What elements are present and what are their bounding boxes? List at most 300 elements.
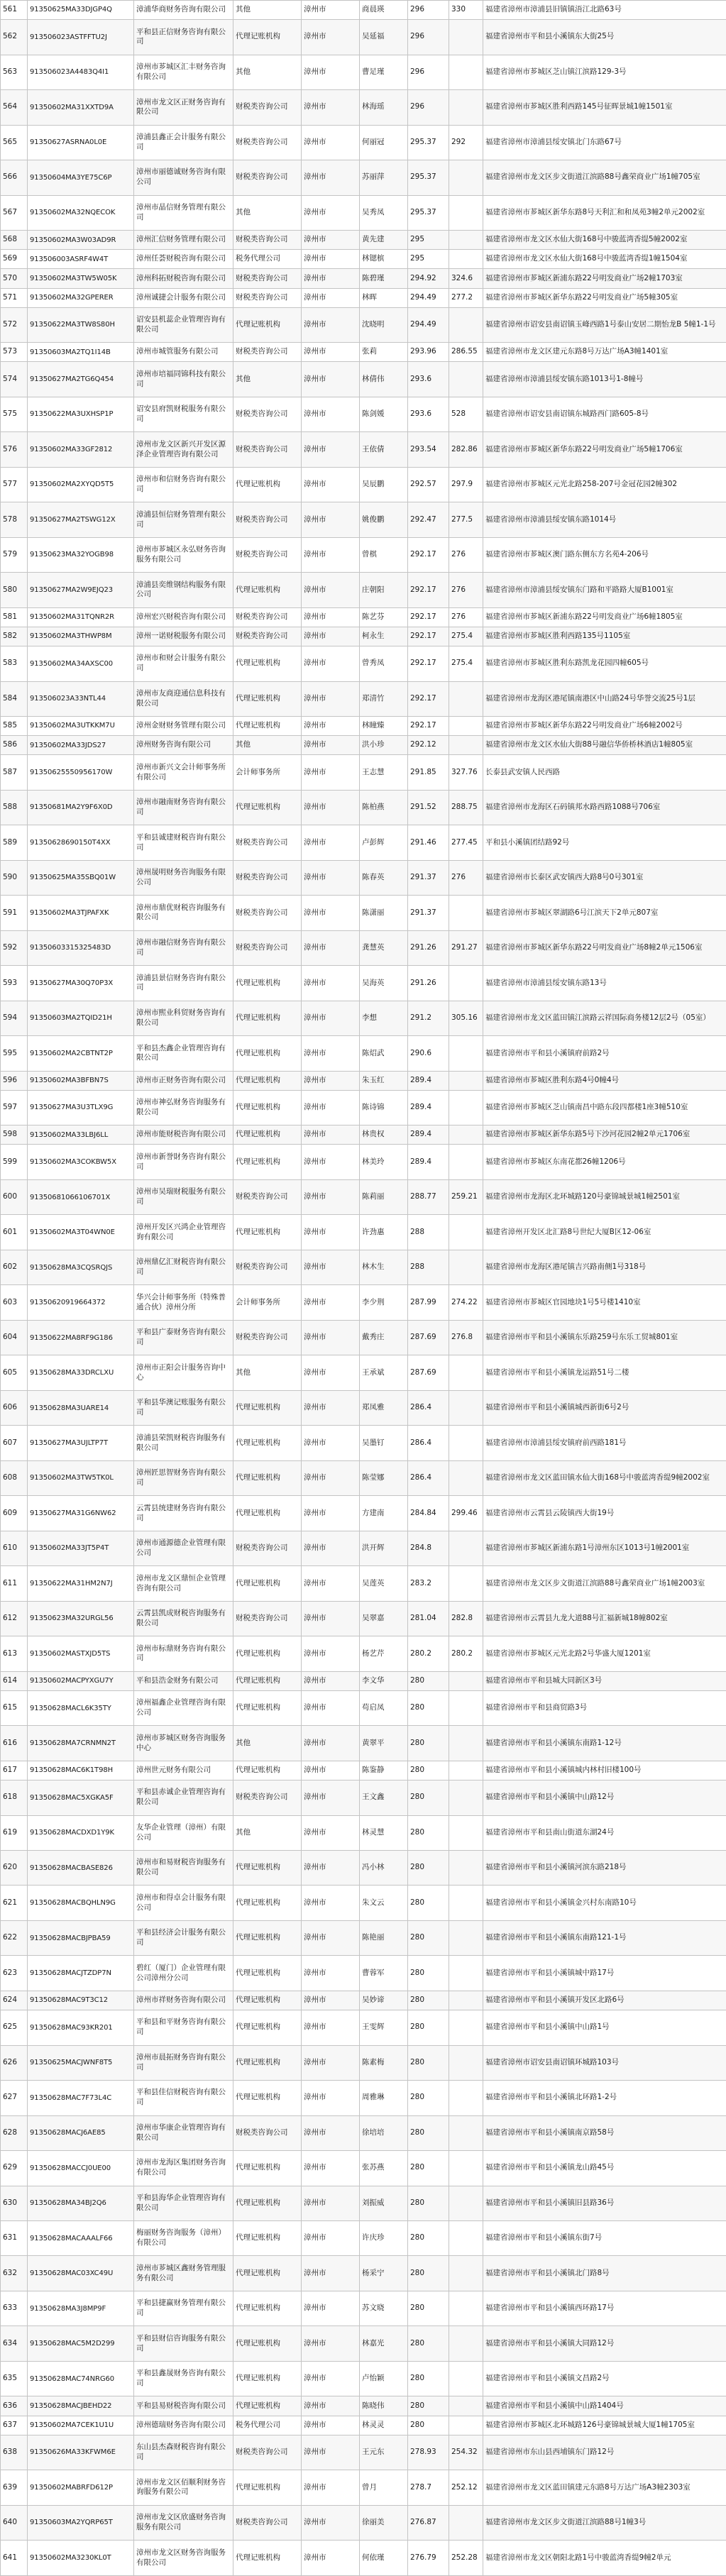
cell-city: 漳州市 — [302, 125, 360, 160]
cell-company-name: 漳州市鼎优财税咨询服务有限公司 — [134, 896, 233, 930]
cell-credit-code: 91350622MA3UXHSP1P — [28, 397, 134, 431]
cell-company-name: 漳州市龙文区佰顺利财务咨询服务有限公司 — [134, 2470, 233, 2505]
cell-legal-person: 曾秀凤 — [360, 646, 408, 681]
cell-score-2 — [449, 2291, 483, 2325]
cell-score-2 — [449, 1355, 483, 1390]
cell-credit-code: 91350602MABRFD612P — [28, 2470, 134, 2505]
cell-score-2: 299.46 — [449, 1496, 483, 1531]
table-row — [1, 55, 726, 89]
cell-score-2 — [449, 681, 483, 716]
cell-legal-person: 林瞳臻 — [360, 717, 408, 736]
cell-score: 280 — [408, 2081, 449, 2115]
cell-credit-code: 91350602MACPYXGU7Y — [28, 1671, 134, 1690]
cell-credit-code: 91350681MA2Y9F6X0D — [28, 790, 134, 825]
cell-score-2: 297.9 — [449, 467, 483, 502]
cell-city: 漳州市 — [302, 1460, 360, 1495]
cell-score-2 — [449, 2361, 483, 2396]
cell-score-2: 280.2 — [449, 1636, 483, 1671]
cell-org-type: 代理记账机构 — [233, 2220, 302, 2255]
cell-score-2 — [449, 1215, 483, 1250]
cell-org-type: 代理记账机构 — [233, 2045, 302, 2080]
cell-legal-person: 陈诗锦 — [360, 1090, 408, 1125]
table-row — [1, 2186, 726, 2220]
cell-org-type: 财税类咨询公司 — [233, 1780, 302, 1815]
cell-credit-code: 91350628MAC6K1T98H — [28, 1761, 134, 1780]
cell-company-name: 漳州市龙文区正财务咨询有限公司 — [134, 90, 233, 125]
cell-address: 福建省漳州市芗城区新浦东路22号明发商业广场6幢1805室 — [483, 607, 726, 627]
cell-score: 288.77 — [408, 1179, 449, 1214]
cell-row-number: 582 — [1, 627, 28, 646]
table-row — [1, 502, 726, 537]
cell-row-number: 578 — [1, 502, 28, 537]
cell-org-type: 代理记账机构 — [233, 1215, 302, 1250]
cell-company-name: 漳州开发区兴鸿企业管理咨询有限公司 — [134, 1215, 233, 1250]
cell-credit-code: 91350627MA2TG6Q454 — [28, 362, 134, 397]
cell-address: 福建省漳州市平和县小溪镇大同路12号 — [483, 2326, 726, 2361]
cell-legal-person: 黄先建 — [360, 231, 408, 250]
cell-legal-person: 苏文晓 — [360, 2291, 408, 2325]
cell-company-name: 漳州市和财会计服务有限公司 — [134, 646, 233, 681]
cell-company-name: 平和县财信咨询服务有限公司 — [134, 2326, 233, 2361]
cell-org-type: 其他 — [233, 1355, 302, 1390]
cell-credit-code: 91350627MA30Q70P3X — [28, 966, 134, 1001]
cell-score: 278.93 — [408, 2435, 449, 2470]
cell-legal-person: 林倩伟 — [360, 362, 408, 397]
cell-company-name: 云霄县凯成财税咨询服务有限公司 — [134, 1601, 233, 1636]
cell-score: 280 — [408, 2291, 449, 2325]
cell-row-number: 618 — [1, 1780, 28, 1815]
cell-row-number: 619 — [1, 1815, 28, 1850]
cell-credit-code: 91350603MA2YQRP65T — [28, 2505, 134, 2540]
cell-score-2: 276 — [449, 607, 483, 627]
cell-credit-code: 91350602MA34AXSC00 — [28, 646, 134, 681]
cell-address: 福建省漳州市平和县小溪镇西环路17号 — [483, 2291, 726, 2325]
cell-legal-person: 陈剑媛 — [360, 397, 408, 431]
cell-legal-person: 姚俊鹏 — [360, 502, 408, 537]
cell-company-name: 平和县华澳记账服务有限公司 — [134, 1390, 233, 1425]
cell-address: 福建省漳州市芗城区胜利西路135号1105室 — [483, 627, 726, 646]
cell-city: 漳州市 — [302, 467, 360, 502]
table-row — [1, 896, 726, 930]
cell-score-2: 276 — [449, 537, 483, 572]
cell-company-name: 平和县广泰财务咨询有限公司 — [134, 1320, 233, 1355]
cell-legal-person: 曹蓉军 — [360, 1956, 408, 1991]
table-row — [1, 1815, 726, 1850]
table-row — [1, 1496, 726, 1531]
cell-score: 287.69 — [408, 1355, 449, 1390]
cell-score: 295 — [408, 250, 449, 269]
cell-credit-code: 91350628MA7CRNMN2T — [28, 1726, 134, 1761]
cell-company-name: 漳州市培福同锦科技有限公司 — [134, 362, 233, 397]
cell-legal-person: 王元东 — [360, 2435, 408, 2470]
cell-row-number: 573 — [1, 343, 28, 362]
table-row — [1, 607, 726, 627]
cell-credit-code: 91350602MA31TQNR2R — [28, 607, 134, 627]
cell-credit-code: 91350627MA3UJLTP7T — [28, 1426, 134, 1460]
cell-city: 漳州市 — [302, 397, 360, 431]
cell-legal-person: 吴莲英 — [360, 1566, 408, 1601]
cell-company-name: 漳浦县恒信财务管理有限公司 — [134, 502, 233, 537]
cell-score: 280 — [408, 2361, 449, 2396]
cell-address: 福建省漳州市漳浦县旧镇镇浯江北路63号 — [483, 1, 726, 20]
cell-org-type: 财税类咨询公司 — [233, 1179, 302, 1214]
cell-row-number: 616 — [1, 1726, 28, 1761]
cell-score: 280 — [408, 2220, 449, 2255]
cell-score: 280 — [408, 1920, 449, 1955]
cell-city: 漳州市 — [302, 55, 360, 89]
cell-address: 福建省漳州市龙文区步文街道江滨路88号鑫荣商业广场1幢705室 — [483, 160, 726, 195]
cell-city: 漳州市 — [302, 573, 360, 607]
cell-company-name: 漳州市能财税咨询有限公司 — [134, 1125, 233, 1145]
cell-legal-person: 陈炤武 — [360, 1036, 408, 1071]
cell-address: 福建省漳州市龙海区北环城路120号豪锦城景城1幢2501室 — [483, 1179, 726, 1214]
cell-address: 福建省漳州市平和县小溪镇城中路17号 — [483, 1956, 726, 1991]
cell-credit-code: 91350602MA32GPERER — [28, 288, 134, 307]
cell-score: 291.85 — [408, 755, 449, 790]
cell-city: 漳州市 — [302, 250, 360, 269]
cell-company-name: 漳州市神弘财务咨询服务有限公司 — [134, 1090, 233, 1125]
cell-city: 漳州市 — [302, 1036, 360, 1071]
cell-address: 福建省漳州市龙文区建元东路8号万达广场A3幢1401室 — [483, 343, 726, 362]
cell-city: 漳州市 — [302, 1071, 360, 1090]
cell-address: 福建省漳州市平和县小溪镇中山路1号 — [483, 2010, 726, 2045]
cell-credit-code: 91350625MACJWNF8T5 — [28, 2045, 134, 2080]
cell-org-type: 代理记账机构 — [233, 1671, 302, 1690]
cell-credit-code: 91350628MA34BJ2Q6 — [28, 2186, 134, 2220]
cell-legal-person: 吴延福 — [360, 20, 408, 55]
cell-score-2 — [449, 1426, 483, 1460]
cell-score-2 — [449, 1125, 483, 1145]
cell-address: 福建省漳州市芗城区芝山镇南昌中路东段四都楼1座3幢510室 — [483, 1090, 726, 1125]
cell-score: 280 — [408, 1815, 449, 1850]
cell-company-name: 漳州市龙文区财务咨询服务有限公司 — [134, 2541, 233, 2576]
cell-score-2: 324.6 — [449, 269, 483, 288]
cell-row-number: 564 — [1, 90, 28, 125]
cell-row-number: 572 — [1, 307, 28, 342]
cell-legal-person: 许劲惠 — [360, 1215, 408, 1250]
cell-score: 283.2 — [408, 1566, 449, 1601]
cell-city: 漳州市 — [302, 1815, 360, 1850]
cell-score-2 — [449, 896, 483, 930]
cell-org-type: 代理记账机构 — [233, 1036, 302, 1071]
cell-score-2 — [449, 1815, 483, 1850]
cell-city: 漳州市 — [302, 2151, 360, 2186]
cell-company-name: 漳州市龙海区集团财务咨询有限公司 — [134, 2151, 233, 2186]
cell-row-number: 638 — [1, 2435, 28, 2470]
cell-org-type: 代理记账机构 — [233, 1690, 302, 1725]
cell-legal-person: 林海瑶 — [360, 90, 408, 125]
table-row — [1, 646, 726, 681]
cell-org-type: 代理记账机构 — [233, 2256, 302, 2291]
table-row — [1, 736, 726, 755]
cell-legal-person: 王文鑫 — [360, 1780, 408, 1815]
cell-company-name: 漳州市龙文区欣盛财务咨询服务有限公司 — [134, 2505, 233, 2540]
cell-company-name: 漳浦县鑫正会计服务有限公司 — [134, 125, 233, 160]
cell-row-number: 593 — [1, 966, 28, 1001]
cell-company-name: 平和县诚建财税咨询有限公司 — [134, 825, 233, 860]
cell-legal-person: 吴墨钉 — [360, 1426, 408, 1460]
cell-row-number: 637 — [1, 2416, 28, 2435]
cell-city: 漳州市 — [302, 160, 360, 195]
cell-row-number: 584 — [1, 681, 28, 716]
cell-address: 福建省漳州市芗城区澳门路东侧东方名苑4-206号 — [483, 537, 726, 572]
cell-score: 280 — [408, 2416, 449, 2435]
cell-credit-code: 91350628MACJ6AE85 — [28, 2115, 134, 2150]
cell-row-number: 612 — [1, 1601, 28, 1636]
cell-row-number: 607 — [1, 1426, 28, 1460]
cell-score: 290.6 — [408, 1036, 449, 1071]
cell-score-2 — [449, 2045, 483, 2080]
cell-score-2: 327.76 — [449, 755, 483, 790]
cell-address: 福建省漳州市平和县小溪镇北环路1-2号 — [483, 2081, 726, 2115]
table-row — [1, 1956, 726, 1991]
table-row — [1, 1601, 726, 1636]
cell-city: 漳州市 — [302, 607, 360, 627]
cell-score: 296 — [408, 20, 449, 55]
cell-score: 288 — [408, 1215, 449, 1250]
cell-legal-person: 王雯辉 — [360, 2010, 408, 2045]
cell-row-number: 574 — [1, 362, 28, 397]
cell-city: 漳州市 — [302, 2220, 360, 2255]
cell-address: 福建省漳州市平和县小溪镇金兴村东南路10号 — [483, 1886, 726, 1920]
cell-score: 291.37 — [408, 860, 449, 895]
cell-score: 280 — [408, 1726, 449, 1761]
cell-score-2 — [449, 2081, 483, 2115]
cell-address: 福建省漳州市平和县小溪镇龙山路45号 — [483, 2151, 726, 2186]
cell-legal-person: 周雅琳 — [360, 2081, 408, 2115]
cell-score-2 — [449, 1090, 483, 1125]
cell-score: 280 — [408, 2256, 449, 2291]
cell-legal-person: 陈艺芬 — [360, 607, 408, 627]
cell-score-2 — [449, 2256, 483, 2291]
cell-legal-person: 陈碧瑾 — [360, 269, 408, 288]
cell-row-number: 577 — [1, 467, 28, 502]
cell-row-number: 571 — [1, 288, 28, 307]
cell-city: 漳州市 — [302, 432, 360, 467]
cell-city: 漳州市 — [302, 2361, 360, 2396]
cell-company-name: 漳州鼎亿汇财税咨询有限公司 — [134, 1250, 233, 1284]
cell-address: 福建省漳州市龙文区水仙大街168号中骏蓝湾香缇5幢2002室 — [483, 231, 726, 250]
cell-credit-code: 91350625550956170W — [28, 755, 134, 790]
table-row — [1, 2115, 726, 2150]
cell-legal-person: 刘振威 — [360, 2186, 408, 2220]
cell-row-number: 594 — [1, 1001, 28, 1035]
cell-city: 漳州市 — [302, 825, 360, 860]
cell-company-name: 诏安县机蕊企业管理咨询有限公司 — [134, 307, 233, 342]
cell-city: 漳州市 — [302, 966, 360, 1001]
cell-city: 漳州市 — [302, 755, 360, 790]
cell-score-2: 277.45 — [449, 825, 483, 860]
cell-org-type: 其他 — [233, 55, 302, 89]
cell-row-number: 589 — [1, 825, 28, 860]
cell-city: 漳州市 — [302, 231, 360, 250]
cell-city: 漳州市 — [302, 2291, 360, 2325]
cell-org-type: 代理记账机构 — [233, 966, 302, 1001]
cell-score-2 — [449, 1566, 483, 1601]
cell-legal-person: 卢怡颖 — [360, 2361, 408, 2396]
cell-address: 福建省漳州开发区北汇路8号世纪大厦B区12-06室 — [483, 1215, 726, 1250]
cell-row-number: 624 — [1, 1991, 28, 2010]
cell-legal-person: 何丽冠 — [360, 125, 408, 160]
cell-row-number: 579 — [1, 537, 28, 572]
cell-company-name: 漳州市友商迎通信息科技有限公司 — [134, 681, 233, 716]
cell-city: 漳州市 — [302, 537, 360, 572]
cell-credit-code: 91350604MA3YE75C6P — [28, 160, 134, 195]
cell-city: 漳州市 — [302, 2115, 360, 2150]
cell-address: 福建省漳州市芗城区元光北路2号华盛大厦1201室 — [483, 1636, 726, 1671]
cell-legal-person: 陈晓伟 — [360, 2396, 408, 2416]
cell-city: 漳州市 — [302, 362, 360, 397]
cell-row-number: 565 — [1, 125, 28, 160]
cell-row-number: 598 — [1, 1125, 28, 1145]
cell-address: 福建省漳州市漳浦县绥安镇东门路和平路路大厦B1001室 — [483, 573, 726, 607]
cell-score-2 — [449, 1460, 483, 1495]
cell-address: 福建省漳州市芗城区翠湖路6号江滨天下2单元807室 — [483, 896, 726, 930]
cell-credit-code: 91350623MA32URGL56 — [28, 1601, 134, 1636]
cell-org-type: 其他 — [233, 1726, 302, 1761]
cell-city: 漳州市 — [302, 1145, 360, 1179]
cell-org-type: 代理记账机构 — [233, 467, 302, 502]
table-row — [1, 930, 726, 965]
cell-company-name: 梅丽财务咨询服务（漳州）有限公司 — [134, 2220, 233, 2255]
table-row — [1, 2256, 726, 2291]
table-row — [1, 90, 726, 125]
cell-legal-person: 陈潇丽 — [360, 896, 408, 930]
cell-legal-person: 商晨瑛 — [360, 1, 408, 20]
table-row — [1, 1285, 726, 1320]
cell-row-number: 586 — [1, 736, 28, 755]
cell-score: 291.37 — [408, 896, 449, 930]
cell-address: 福建省漳州市云霄县九龙大道88号汇福新城18幢802室 — [483, 1601, 726, 1636]
cell-org-type: 代理记账机构 — [233, 2291, 302, 2325]
cell-credit-code: 91350603MA2TQ1I14B — [28, 343, 134, 362]
table-row — [1, 1690, 726, 1725]
cell-credit-code: 913506023A33NTL44 — [28, 681, 134, 716]
cell-score-2 — [449, 1920, 483, 1955]
cell-address: 福建省漳州市芗城区胜利东路4号0幢4号 — [483, 1071, 726, 1090]
cell-org-type: 代理记账机构 — [233, 2326, 302, 2361]
cell-org-type: 其他 — [233, 362, 302, 397]
cell-score: 294.49 — [408, 307, 449, 342]
cell-address: 福建省漳州市龙海区石码镇邦水路西路1088号706室 — [483, 790, 726, 825]
table-row — [1, 2435, 726, 2470]
cell-credit-code: 91350628MACCJ0UE00 — [28, 2151, 134, 2186]
cell-city: 漳州市 — [302, 2541, 360, 2576]
cell-score: 294.49 — [408, 288, 449, 307]
cell-company-name: 漳州市正财务咨询有限公司 — [134, 1071, 233, 1090]
cell-row-number: 623 — [1, 1956, 28, 1991]
cell-city: 漳州市 — [302, 1496, 360, 1531]
table-row — [1, 307, 726, 342]
table-row — [1, 2151, 726, 2186]
cell-score: 291.46 — [408, 825, 449, 860]
cell-org-type: 财税类咨询公司 — [233, 1320, 302, 1355]
cell-credit-code: 91350628MACAAALF66 — [28, 2220, 134, 2255]
cell-credit-code: 91350602MA3T04WN0E — [28, 1215, 134, 1250]
cell-city: 漳州市 — [302, 736, 360, 755]
cell-row-number: 575 — [1, 397, 28, 431]
cell-score: 289.4 — [408, 1125, 449, 1145]
cell-city: 漳州市 — [302, 2256, 360, 2291]
cell-credit-code: 91350602MA2CBTNT2P — [28, 1036, 134, 1071]
cell-org-type: 代理记账机构 — [233, 1071, 302, 1090]
cell-org-type: 财税类咨询公司 — [233, 607, 302, 627]
cell-org-type: 其他 — [233, 195, 302, 230]
cell-org-type: 代理记账机构 — [233, 1125, 302, 1145]
cell-score-2: 292 — [449, 125, 483, 160]
cell-credit-code: 91350602MA3UTKKM7U — [28, 717, 134, 736]
table-row — [1, 125, 726, 160]
cell-row-number: 611 — [1, 1566, 28, 1601]
cell-legal-person: 王志慧 — [360, 755, 408, 790]
cell-company-name: 平和县赤诚企业管理咨询有限公司 — [134, 1780, 233, 1815]
cell-row-number: 595 — [1, 1036, 28, 1071]
cell-credit-code: 91350628MACBQHLN9G — [28, 1886, 134, 1920]
table-row — [1, 2361, 726, 2396]
cell-legal-person: 冯小林 — [360, 1850, 408, 1885]
table-row — [1, 1036, 726, 1071]
cell-row-number: 600 — [1, 1179, 28, 1214]
cell-company-name: 漳州市芗城区鑫财务管理服务有限公司 — [134, 2256, 233, 2291]
cell-credit-code: 91350602MA33JT5P4T — [28, 1531, 134, 1565]
cell-address: 福建省漳州市龙文区蓝田镇江滨路云祥国际商务楼12层2号（05室） — [483, 1001, 726, 1035]
cell-org-type: 财税类咨询公司 — [233, 160, 302, 195]
cell-credit-code: 91350623MA32YOGB98 — [28, 537, 134, 572]
cell-score-2 — [449, 2220, 483, 2255]
cell-company-name: 漳州市芗城区永弘财务咨询服务有限公司 — [134, 537, 233, 572]
cell-score-2: 277.5 — [449, 502, 483, 537]
cell-city: 漳州市 — [302, 307, 360, 342]
cell-credit-code: 91350602MA31XXTD9A — [28, 90, 134, 125]
cell-org-type: 其他 — [233, 1, 302, 20]
cell-credit-code: 91350602MA3THWP8M — [28, 627, 134, 646]
cell-row-number: 596 — [1, 1071, 28, 1090]
cell-legal-person: 吴妙谛 — [360, 1991, 408, 2010]
cell-address: 平和县小溪镇团结路92号 — [483, 825, 726, 860]
cell-credit-code: 91350628MA3CQSRQJS — [28, 1250, 134, 1284]
cell-city: 漳州市 — [302, 896, 360, 930]
cell-legal-person: 李想 — [360, 1001, 408, 1035]
cell-score: 296 — [408, 1, 449, 20]
table-row — [1, 288, 726, 307]
cell-address: 福建省漳州市平和县小溪镇河滨东路218号 — [483, 1850, 726, 1885]
cell-credit-code: 91350627MA31G6NW62 — [28, 1496, 134, 1531]
cell-score-2 — [449, 2010, 483, 2045]
cell-score-2: 252.28 — [449, 2541, 483, 2576]
table-row — [1, 1145, 726, 1179]
cell-org-type: 代理记账机构 — [233, 2361, 302, 2396]
cell-address: 福建省漳州市平和县小溪镇府前路2号 — [483, 1036, 726, 1071]
cell-city: 漳州市 — [302, 195, 360, 230]
cell-row-number: 585 — [1, 717, 28, 736]
cell-org-type: 代理记账机构 — [233, 1001, 302, 1035]
cell-score-2 — [449, 1726, 483, 1761]
cell-score: 280.2 — [408, 1636, 449, 1671]
cell-row-number: 580 — [1, 573, 28, 607]
table-row — [1, 1761, 726, 1780]
cell-credit-code: 91350602MA7CEK1U1U — [28, 2416, 134, 2435]
cell-company-name: 平和县浩金财务有限公司 — [134, 1671, 233, 1690]
cell-org-type: 财税类咨询公司 — [233, 343, 302, 362]
cell-city: 漳州市 — [302, 20, 360, 55]
cell-org-type: 财税类咨询公司 — [233, 860, 302, 895]
table-row — [1, 1355, 726, 1390]
cell-score: 280 — [408, 2010, 449, 2045]
cell-row-number: 631 — [1, 2220, 28, 2255]
cell-company-name: 平和县佳信财税咨询有限公司 — [134, 2081, 233, 2115]
cell-credit-code: 91350628MACBJPBA59 — [28, 1920, 134, 1955]
cell-legal-person: 沈晓明 — [360, 307, 408, 342]
